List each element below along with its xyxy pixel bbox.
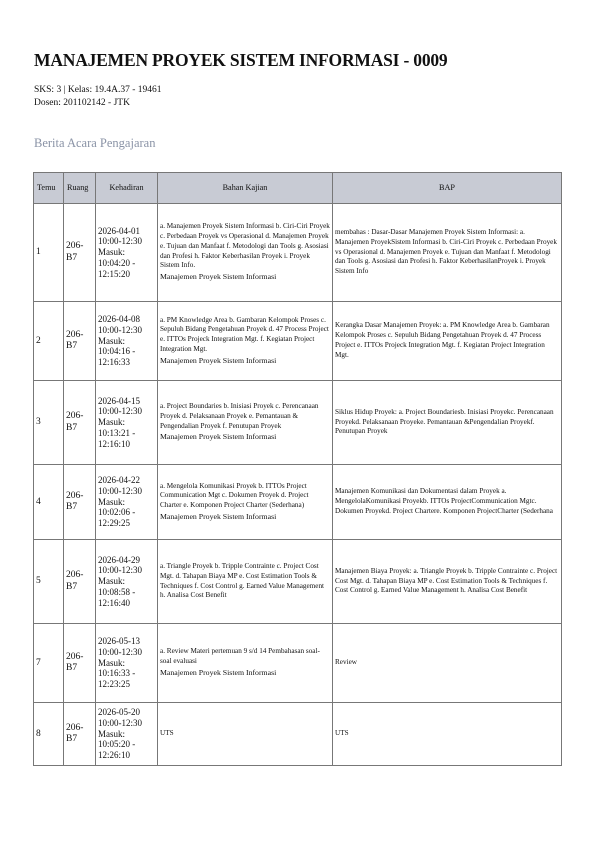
- session-date: 2026-04-22: [98, 475, 140, 485]
- table-row: [34, 540, 562, 624]
- ruang-cell: 206-B7: [64, 624, 96, 703]
- bahan-kajian-text: a. Triangle Proyek b. Tripple Contrainte c. Project Cost Mgt. d. Tahapan Biaya MP e. Cost Estimation Tools & Techniques f. Cost Control g. Earned Value Management h. Analisa Cost Benefit: [160, 561, 325, 600]
- bahan-kajian-cell: [158, 703, 333, 766]
- bap-cell: [333, 703, 562, 766]
- check-in-time: 10:04:20 -: [98, 257, 136, 268]
- course-meta-line: SKS: 3 | Kelas: 19.4A.37 - 19461: [34, 85, 162, 95]
- kehadiran-cell: [96, 624, 158, 703]
- kehadiran-cell: [96, 465, 158, 540]
- session-date: 2026-05-13: [98, 636, 140, 646]
- check-in-time: 10:04:16 -: [98, 346, 136, 357]
- bahan-kajian-course: Manajemen Proyek Sistem Informasi: [160, 355, 277, 365]
- session-date: 2026-04-15: [98, 395, 140, 406]
- table-row: [34, 703, 562, 766]
- session-time: 10:00-12:30: [98, 406, 142, 417]
- kehadiran-cell: [96, 381, 158, 465]
- kehadiran-cell: [96, 204, 158, 302]
- bap-text: Manajemen Biaya Proyek: a. Triangle Proyek b. Tripple Contrainte c. Project Cost Mgt. d. Tahapan Biaya MP e. Cost Estimation Tools & Techniques f. Cost Control g. Earned Value Management h. Analisa Cost Benefit: [335, 566, 558, 595]
- bahan-kajian-cell: [158, 465, 333, 540]
- session-time: 10:00-12:30: [98, 646, 142, 657]
- session-time: 10:00-12:30: [98, 485, 142, 496]
- bahan-kajian-cell: [158, 381, 333, 465]
- session-time: 10:00-12:30: [98, 565, 142, 576]
- session-date: 2026-04-01: [98, 225, 140, 236]
- temu-cell: 5: [34, 540, 64, 624]
- ruang-cell: 206-B7: [64, 204, 96, 302]
- bap-cell: [333, 624, 562, 703]
- session-date: 2026-05-20: [98, 707, 140, 717]
- ruang-cell: 206-B7: [64, 540, 96, 624]
- table-row: [34, 381, 562, 465]
- column-header-bahan-kajian: Bahan Kajian: [158, 173, 333, 204]
- bap-text: membahas : Dasar-Dasar Manajemen Proyek Sistem Informasi: a. Manajemen ProyekSistem Informasi b. Ciri-Ciri Proyek c. Perbedaan Proyek vs Operasional d. Manajemen Proyek e. Tujuan dan Manfaat f. Metodologi dan Tools g. Asosiasi dan Profesi h. Faktor KeberhasilanProyek i. Proyek Sistem Info: [335, 228, 557, 276]
- check-out-time: 12:23:25: [98, 679, 131, 690]
- check-out-time: 12:16:33: [98, 357, 131, 368]
- temu-cell: 7: [34, 624, 64, 703]
- course-title: MANAJEMEN PROYEK SISTEM INFORMASI - 0009: [34, 50, 448, 70]
- bahan-kajian-course: Manajemen Proyek Sistem Informasi: [160, 667, 277, 677]
- session-date: 2026-04-29: [98, 554, 140, 565]
- bap-cell: [333, 540, 562, 624]
- temu-cell: 2: [34, 302, 64, 381]
- ruang-cell: 206-B7: [64, 465, 96, 540]
- teaching-log-table: [33, 172, 562, 766]
- lecturer-line: Dosen: 201102142 - JTK: [34, 98, 130, 108]
- temu-cell: 8: [34, 703, 64, 766]
- check-out-time: 12:16:10: [98, 438, 131, 449]
- check-out-time: 12:16:40: [98, 597, 131, 608]
- table-row: [34, 302, 562, 381]
- table-header-row: [34, 173, 562, 204]
- check-out-time: 12:29:25: [98, 518, 131, 529]
- kehadiran-cell: [96, 302, 158, 381]
- session-time: 10:00-12:30: [98, 717, 142, 728]
- bap-cell: [333, 204, 562, 302]
- bap-text: Siklus Hidup Proyek: a. Project Boundariesb. Inisiasi Proyekc. Perencanaan Proyekd. Pelaksanaan Proyeke. Pemantauan &Pengendalian Proyekf. Penutupan Proyek: [335, 407, 554, 436]
- bahan-kajian-cell: [158, 624, 333, 703]
- column-header-kehadiran: Kehadiran: [96, 173, 158, 204]
- ruang-cell: 206-B7: [64, 381, 96, 465]
- bahan-kajian-text: a. Manajemen Proyek Sistem Informasi b. Ciri-Ciri Proyek c. Perbedaan Proyek vs Operasional d. Manajemen Proyek e. Tujuan dan Manfaat f. Metodologi dan Tools g. Asosiasi dan Profesi h. Faktor Keberhasilan Proyek i. Proyek Sistem Info.: [160, 222, 330, 270]
- bahan-kajian-text: a. PM Knowledge Area b. Gambaran Kelompok Proses c. Sepuluh Bidang Pengetahuan Proyek d. 47 Process Project e. ITTOs Projeck Integration Mgt. f. Kegiatan Project Integration Mgt.: [160, 315, 329, 353]
- bahan-kajian-course: Manajemen Proyek Sistem Informasi: [160, 432, 277, 442]
- table-row: [34, 204, 562, 302]
- bap-text: Manajemen Komunikasi dan Dokumentasi dalam Proyek a. MengelolaKomunikasi Proyekb. ITTOs ProjectCommunication Mgtc. Dokumen Proyekd. Project Chartere. Komponen ProjectCharter (Sederhana: [335, 487, 553, 515]
- masuk-label: Masuk:: [98, 728, 125, 739]
- temu-cell: 4: [34, 465, 64, 540]
- table-row: [34, 624, 562, 703]
- kehadiran-cell: [96, 703, 158, 766]
- bahan-kajian-text: UTS: [160, 729, 174, 738]
- bahan-kajian-text: a. Mengelola Komunikasi Proyek b. ITTOs Project Communication Mgt c. Dokumen Proyek d. Project Charter e. Komponen Project Charter (Sederhana): [160, 481, 309, 510]
- ruang-cell: 206-B7: [64, 703, 96, 766]
- check-out-time: 12:15:20: [98, 268, 131, 279]
- section-title: Berita Acara Pengajaran: [34, 136, 156, 150]
- bap-cell: [333, 465, 562, 540]
- bahan-kajian-cell: [158, 204, 333, 302]
- bap-text: Kerangka Dasar Manajemen Proyek: a. PM Knowledge Area b. Gambaran Kelompok Proses c. Sepuluh Bidang Pengetahuan Proyek d. 47 Process Project e. ITTOs Projeck Integration Mgt. f. Kegiatan Project Integration Mgt.: [335, 321, 550, 359]
- bap-text: Review: [335, 658, 357, 667]
- bahan-kajian-course: Manajemen Proyek Sistem Informasi: [160, 272, 277, 282]
- bahan-kajian-cell: [158, 302, 333, 381]
- bap-text: UTS: [335, 729, 349, 738]
- bap-cell: [333, 302, 562, 381]
- temu-cell: 1: [34, 204, 64, 302]
- masuk-label: Masuk:: [98, 576, 125, 587]
- check-in-time: 10:16:33 -: [98, 668, 136, 679]
- bap-cell: [333, 381, 562, 465]
- check-in-time: 10:02:06 -: [98, 507, 136, 518]
- bahan-kajian-text: a. Project Boundaries b. Inisiasi Proyek c. Perencanaan Proyek d. Pelaksanaan Proyek e. Pemantauan & Pengendalian Proyek f. Penutupan Proyek: [160, 402, 319, 430]
- masuk-label: Masuk:: [98, 417, 125, 428]
- column-header-bap: BAP: [333, 173, 562, 204]
- bahan-kajian-text: a. Review Materi pertemuan 9 s/d 14 Pembahasan soal-soal evaluasi: [160, 647, 320, 666]
- column-header-temu: Temu: [34, 173, 64, 204]
- session-date: 2026-04-08: [98, 314, 140, 324]
- table-row: [34, 465, 562, 540]
- ruang-cell: 206-B7: [64, 302, 96, 381]
- bahan-kajian-cell: [158, 540, 333, 624]
- check-in-time: 10:08:58 -: [98, 586, 136, 597]
- check-out-time: 12:26:10: [98, 750, 131, 761]
- masuk-label: Masuk:: [98, 496, 125, 507]
- column-header-ruang: Ruang: [64, 173, 96, 204]
- session-time: 10:00-12:30: [98, 236, 142, 247]
- bahan-kajian-course: Manajemen Proyek Sistem Informasi: [160, 511, 277, 521]
- check-in-time: 10:05:20 -: [98, 739, 136, 750]
- masuk-label: Masuk:: [98, 335, 125, 346]
- temu-cell: 3: [34, 381, 64, 465]
- kehadiran-cell: [96, 540, 158, 624]
- check-in-time: 10:13:21 -: [98, 427, 136, 438]
- masuk-label: Masuk:: [98, 657, 125, 668]
- masuk-label: Masuk:: [98, 247, 125, 258]
- session-time: 10:00-12:30: [98, 324, 142, 335]
